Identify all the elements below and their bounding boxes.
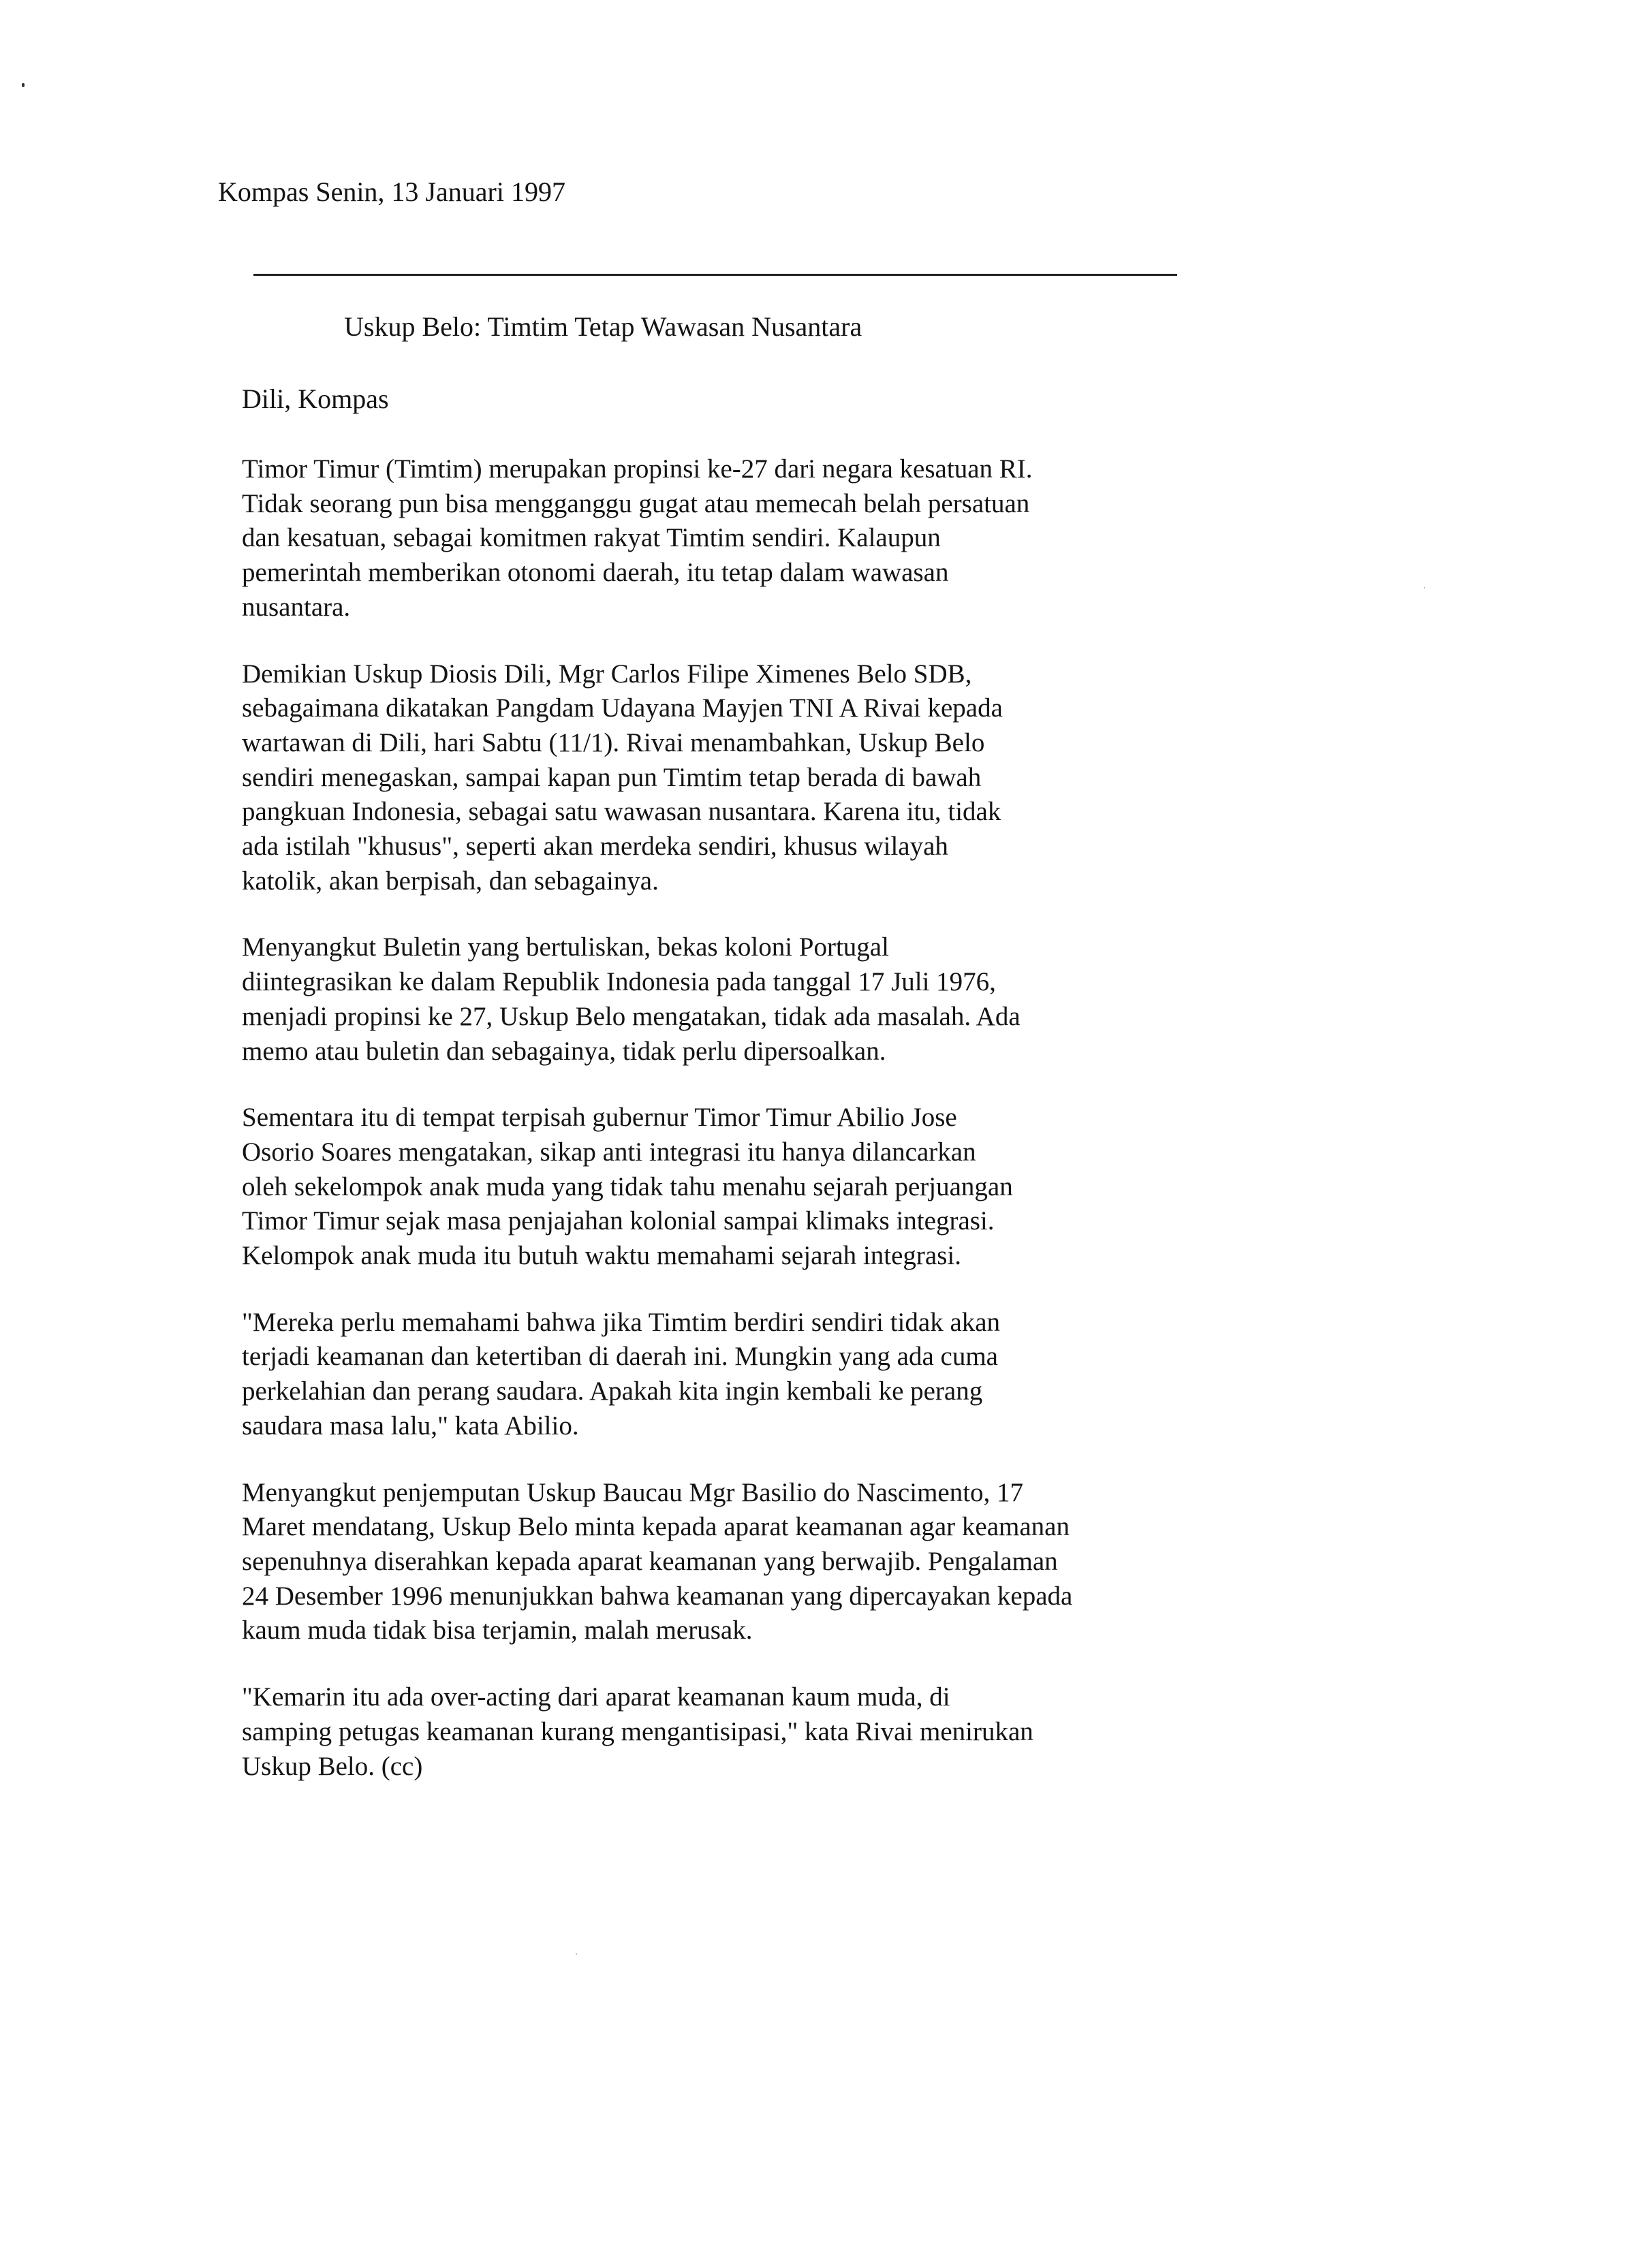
- paragraph-line: Kelompok anak muda itu butuh waktu memahami sejarah integrasi.: [242, 1241, 961, 1271]
- article-paragraph: [242, 1680, 1182, 1784]
- paragraph-line: Sementara itu di tempat terpisah gubernur Timor Timur Abilio Jose: [242, 1103, 957, 1133]
- paragraph-line: wartawan di Dili, hari Sabtu (11/1). Rivai menambahkan, Uskup Belo: [242, 727, 985, 757]
- scan-speck: [576, 1953, 577, 1955]
- paragraph-line: "Mereka perlu memahami bahwa jika Timtim berdiri sendiri tidak akan: [242, 1307, 1001, 1337]
- paragraph-line: pemerintah memberikan otonomi daerah, itu tetap dalam wawasan: [242, 558, 949, 588]
- paragraph-line: terjadi keamanan dan ketertiban di daerah ini. Mungkin yang ada cuma: [242, 1342, 998, 1372]
- paragraph-line: Menyangkut penjemputan Uskup Baucau Mgr Basilio do Nascimento, 17: [242, 1477, 1024, 1507]
- paragraph-line: nusantara.: [242, 592, 351, 622]
- paragraph-line: Demikian Uskup Diosis Dili, Mgr Carlos Filipe Ximenes Belo SDB,: [242, 659, 972, 689]
- paragraph-line: pangkuan Indonesia, sebagai satu wawasan nusantara. Karena itu, tidak: [242, 797, 1001, 827]
- scan-speck: [1424, 587, 1425, 588]
- paragraph-line: 24 Desember 1996 menunjukkan bahwa keamanan yang dipercayakan kepada: [242, 1581, 1073, 1611]
- article-paragraph: [242, 1476, 1182, 1649]
- paragraph-line: sendiri menegaskan, sampai kapan pun Timtim tetap berada di bawah: [242, 762, 982, 792]
- paragraph-line: "Kemarin itu ada over-acting dari aparat keamanan kaum muda, di: [242, 1682, 950, 1712]
- article-paragraph: [242, 657, 1182, 899]
- paragraph-line: memo atau buletin dan sebagainya, tidak perlu dipersoalkan.: [242, 1036, 886, 1066]
- horizontal-rule: [253, 274, 1177, 276]
- paragraph-line: sepenuhnya diserahkan kepada aparat keamanan yang berwajib. Pengalaman: [242, 1546, 1058, 1576]
- publication-dateline: Kompas Senin, 13 Januari 1997: [218, 176, 565, 207]
- paragraph-line: diintegrasikan ke dalam Republik Indonesia pada tanggal 17 Juli 1976,: [242, 967, 996, 997]
- article-paragraph: [242, 1101, 1182, 1274]
- article-byline: Dili, Kompas: [242, 383, 389, 414]
- paragraph-line: Menyangkut Buletin yang bertuliskan, bekas koloni Portugal: [242, 932, 889, 962]
- paragraph-line: Maret mendatang, Uskup Belo minta kepada aparat keamanan agar keamanan: [242, 1512, 1070, 1542]
- paragraph-line: kaum muda tidak bisa terjamin, malah merusak.: [242, 1616, 753, 1645]
- paragraph-line: menjadi propinsi ke 27, Uskup Belo mengatakan, tidak ada masalah. Ada: [242, 1001, 1021, 1031]
- paragraph-line: Tidak seorang pun bisa mengganggu gugat atau memecah belah persatuan: [242, 488, 1030, 518]
- paragraph-line: Timor Timur sejak masa penjajahan kolonial sampai klimaks integrasi.: [242, 1206, 995, 1236]
- paragraph-line: Timor Timur (Timtim) merupakan propinsi ke-27 dari negara kesatuan RI.: [242, 454, 1033, 484]
- article-paragraph: [242, 1306, 1182, 1444]
- article-body: [242, 452, 1182, 1816]
- article-headline: Uskup Belo: Timtim Tetap Wawasan Nusantara: [344, 311, 862, 342]
- article-paragraph: [242, 452, 1182, 625]
- paragraph-line: Uskup Belo. (cc): [242, 1751, 423, 1781]
- paragraph-line: Osorio Soares mengatakan, sikap anti integrasi itu hanya dilancarkan: [242, 1137, 976, 1167]
- paragraph-line: perkelahian dan perang saudara. Apakah kita ingin kembali ke perang: [242, 1376, 983, 1406]
- paragraph-line: ada istilah "khusus", seperti akan merdeka sendiri, khusus wilayah: [242, 832, 948, 862]
- paragraph-line: samping petugas keamanan kurang mengantisipasi," kata Rivai menirukan: [242, 1716, 1033, 1746]
- paragraph-line: saudara masa lalu," kata Abilio.: [242, 1411, 579, 1440]
- scan-speck: [22, 83, 25, 87]
- article-paragraph: [242, 930, 1182, 1069]
- paragraph-line: sebagaimana dikatakan Pangdam Udayana Mayjen TNI A Rivai kepada: [242, 693, 1003, 723]
- paragraph-line: dan kesatuan, sebagai komitmen rakyat Timtim sendiri. Kalaupun: [242, 523, 941, 553]
- paragraph-line: oleh sekelompok anak muda yang tidak tahu menahu sejarah perjuangan: [242, 1171, 1013, 1201]
- paragraph-line: katolik, akan berpisah, dan sebagainya.: [242, 866, 659, 896]
